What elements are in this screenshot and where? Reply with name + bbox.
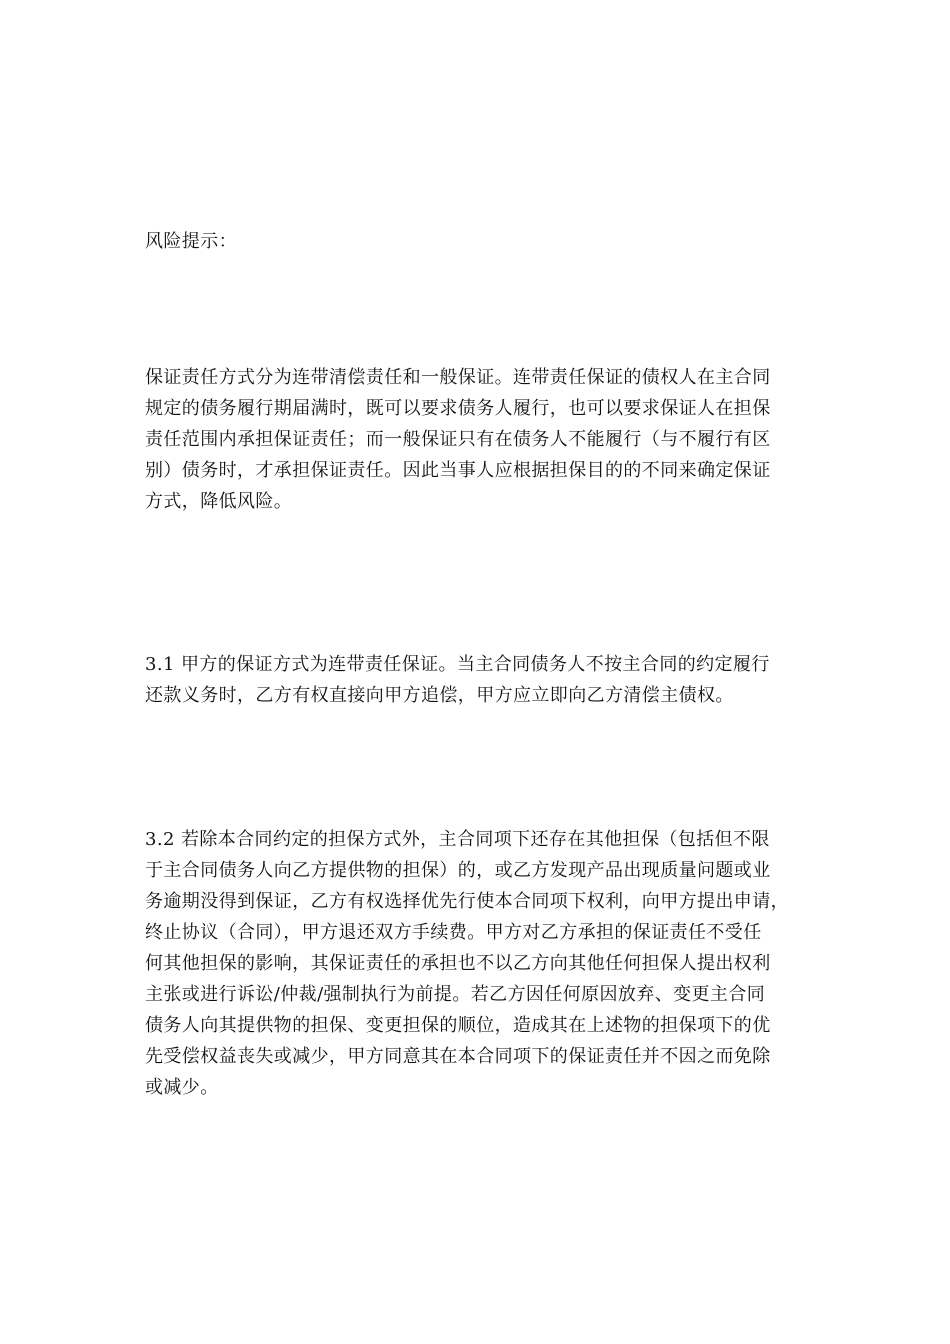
paragraph-line: 何其他担保的影响，其保证责任的承担也不以乙方向其他任何担保人提出权利 <box>145 953 771 974</box>
heading-text: 风险提示： <box>145 231 237 252</box>
clause-3-1-paragraph <box>145 649 807 711</box>
paragraph-line: 先受偿权益丧失或减少，甲方同意其在本合同项下的保证责任并不因之而免除 <box>145 1046 771 1067</box>
paragraph-line: 保证责任方式分为连带清偿责任和一般保证。连带责任保证的债权人在主合同 <box>145 367 771 388</box>
paragraph-line: 规定的债务履行期届满时，既可以要求债务人履行，也可以要求保证人在担保 <box>145 398 771 419</box>
paragraph-line: 于主合同债务人向乙方提供物的担保）的，或乙方发现产品出现质量问题或业 <box>145 860 771 881</box>
paragraph-line: 3.1 甲方的保证方式为连带责任保证。当主合同债务人不按主合同的约定履行 <box>145 654 770 675</box>
paragraph-line: 责任范围内承担保证责任；而一般保证只有在债务人不能履行（与不履行有区 <box>145 429 771 450</box>
risk-heading <box>145 226 807 257</box>
paragraph-line: 主张或进行诉讼/仲裁/强制执行为前提。若乙方因任何原因放弃、变更主合同 <box>145 984 766 1005</box>
paragraph-line: 或减少。 <box>145 1077 219 1098</box>
paragraph-line: 还款义务时，乙方有权直接向甲方追偿，甲方应立即向乙方清偿主债权。 <box>145 685 734 706</box>
paragraph-line: 务逾期没得到保证，乙方有权选择优先行使本合同项下权利，向甲方提出申请， <box>145 891 789 912</box>
paragraph-line: 方式，降低风险。 <box>145 491 293 512</box>
clause-3-2-paragraph <box>145 824 807 1103</box>
paragraph-line: 别）债务时，才承担保证责任。因此当事人应根据担保目的的不同来确定保证 <box>145 460 771 481</box>
paragraph-line: 3.2 若除本合同约定的担保方式外，主合同项下还存在其他担保（包括但不限 <box>145 829 770 850</box>
paragraph-line: 债务人向其提供物的担保、变更担保的顺位，造成其在上述物的担保项下的优 <box>145 1015 771 1036</box>
paragraph-line: 终止协议（合同），甲方退还双方手续费。甲方对乙方承担的保证责任不受任 <box>145 922 762 943</box>
risk-paragraph <box>145 362 807 517</box>
